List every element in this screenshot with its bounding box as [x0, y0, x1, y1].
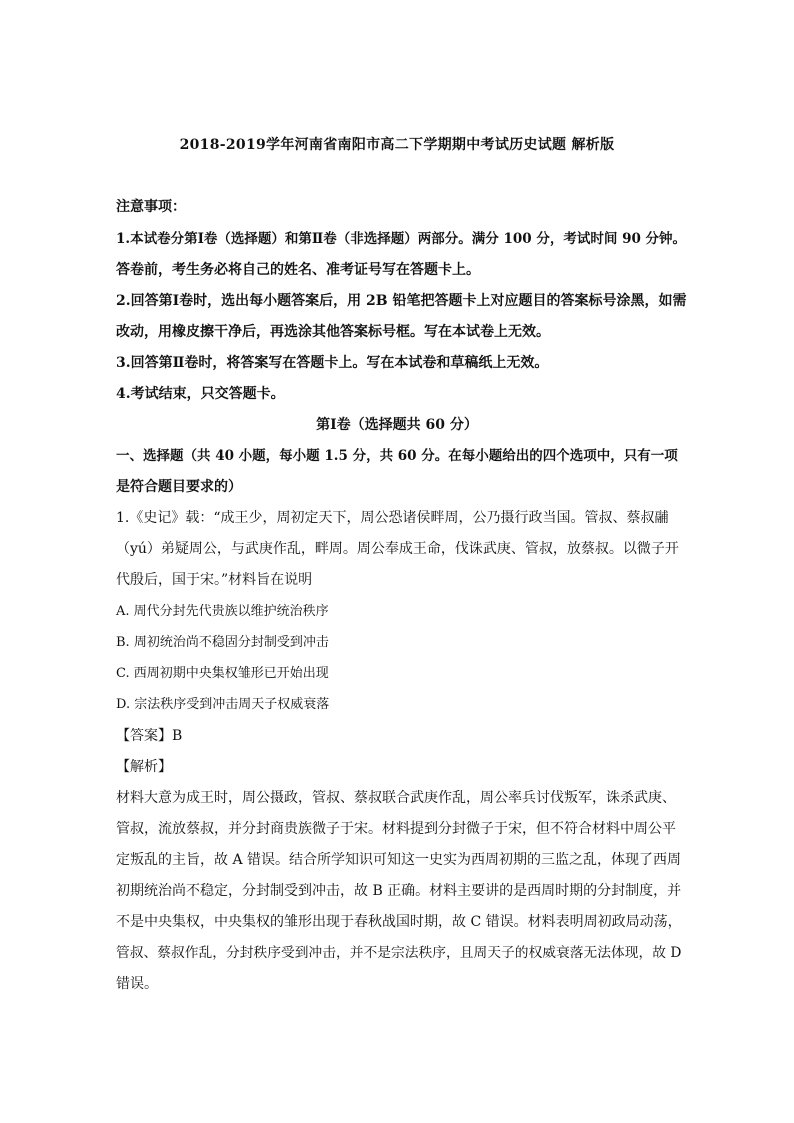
document-title: 2018-2019学年河南省南阳市高二下学期期中考试历史试题 解析版	[179, 137, 615, 153]
option-b: B. 周初统治尚不稳固分封制受到冲击	[116, 635, 329, 650]
analysis-line: 管叔、蔡叔作乱，分封秩序受到冲击，并不是宗法秩序，且周天子的权威衰落无法体现，故 D	[116, 945, 682, 961]
notice-line: 3.回答第Ⅱ卷时，将答案写在答题卡上。写在本试卷和草稿纸上无效。	[116, 355, 549, 371]
analysis-label: 【解析】	[116, 759, 172, 775]
question-stem: 1.《史记》载：“成王少，周初定天下，周公恐诸侯畔周，公乃摄行政当国。管叔、蔡叔鬴	[116, 510, 669, 526]
analysis-line: 初期统治尚不稳定，分封制受到冲击，故 B 正确。材料主要讲的是西周时期的分封制度，并	[116, 883, 682, 899]
question-stem: （yú）弟疑周公，与武庚作乱，畔周。周公奉成王命，伐诛武庚、管叔，放蔡叔。以微子开	[116, 541, 679, 557]
notice-line: 1.本试卷分第Ⅰ卷（选择题）和第Ⅱ卷（非选择题）两部分。满分 100 分，考试时间 90 分钟。	[116, 231, 687, 247]
analysis-line: 管叔，流放蔡叔，并分封商贵族微子于宋。材料提到分封微子于宋，但不符合材料中周公平	[116, 821, 676, 837]
notice-heading: 注意事项：	[116, 199, 186, 215]
notice-line: 2.回答第Ⅰ卷时，选出每小题答案后，用 2B 铅笔把答题卡上对应题目的答案标号涂黑，如需	[116, 293, 687, 309]
part-heading: 是符合题目要求的）	[116, 479, 242, 495]
analysis-line: 不是中央集权，中央集权的雏形出现于春秋战国时期，故 C 错误。材料表明周初政局动荡，	[116, 914, 682, 930]
analysis-line: 定叛乱的主旨，故 A 错误。结合所学知识可知这一史实为西周初期的三监之乱，体现了西周	[116, 852, 682, 868]
notice-line: 答卷前，考生务必将自己的姓名、准考证号写在答题卡上。	[116, 262, 480, 278]
question-stem: 代殷后，国于宋。”材料旨在说明	[116, 572, 313, 588]
section-title: 第Ⅰ卷（选择题共 60 分）	[316, 417, 478, 433]
option-d: D. 宗法秩序受到冲击周天子权威衰落	[116, 697, 330, 712]
option-a: A. 周代分封先代贵族以维护统治秩序	[116, 604, 329, 619]
part-heading: 一、选择题（共 40 小题，每小题 1.5 分，共 60 分。在每小题给出的四个选项中，只有一项	[116, 448, 678, 464]
analysis-line: 材料大意为成王时，周公摄政，管叔、蔡叔联合武庚作乱，周公率兵讨伐叛军，诛杀武庚、	[116, 790, 676, 806]
answer: 【答案】B	[116, 728, 183, 744]
option-c: C. 西周初期中央集权雏形已开始出现	[116, 666, 329, 681]
analysis-line: 错误。	[116, 976, 158, 992]
notice-line: 4.考试结束，只交答题卡。	[116, 386, 285, 402]
notice-line: 改动，用橡皮擦干净后，再选涂其他答案标号框。写在本试卷上无效。	[116, 324, 550, 340]
